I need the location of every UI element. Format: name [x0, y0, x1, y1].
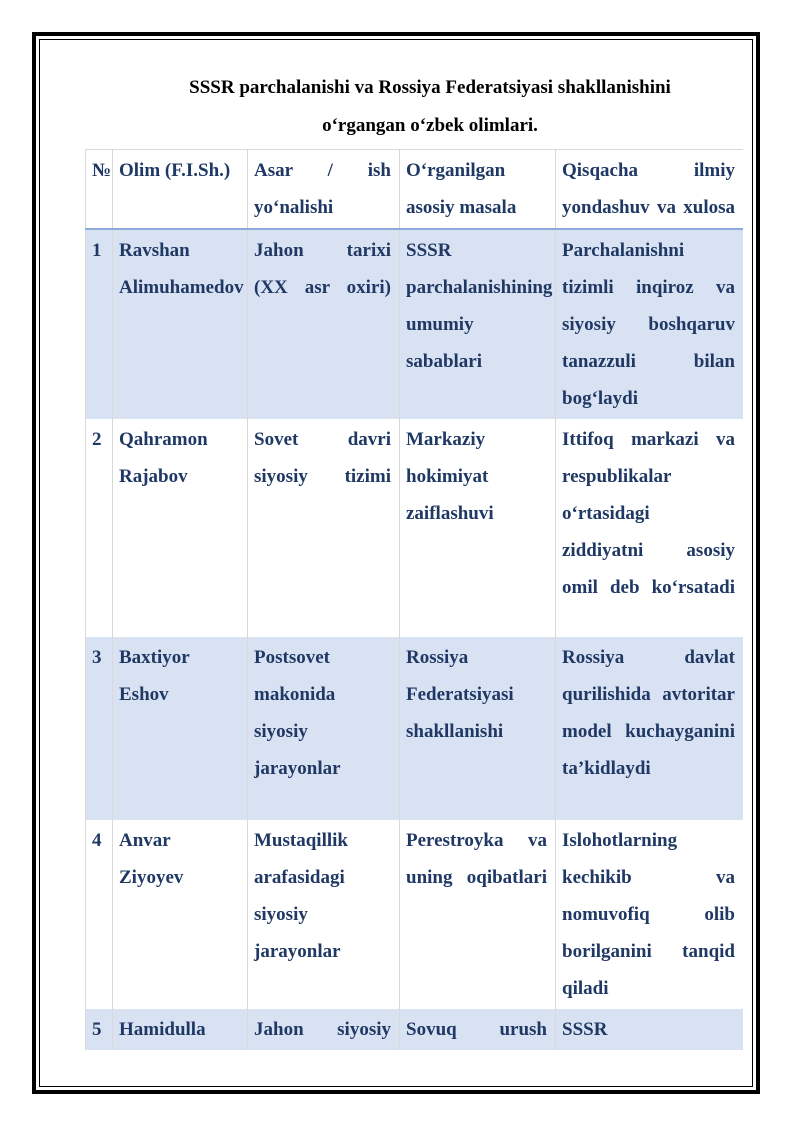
- studied-issue: Rossiya Federatsiyasi shakllanishi: [400, 637, 556, 820]
- approach-conclusion: Ittifoq markazi va respublikalar o‘rtasidagi ziddiyatni asosiy omil deb ko‘rsatadi: [556, 419, 744, 637]
- studied-issue: SSSR parchalanishining umumiy sabablari: [400, 229, 556, 419]
- approach-conclusion: Rossiya davlat qurilishida avtoritar model kuchayganini ta’kidlaydi: [556, 637, 744, 820]
- scholar-name: Baxtiyor Eshov: [113, 637, 248, 820]
- work-direction: Mustaqillik arafasidagi siyosiy jarayonlar: [248, 820, 400, 1009]
- row-number: 2: [86, 419, 113, 637]
- header-work: Asar / ish yo‘nalishi: [248, 150, 400, 230]
- row-number: 5: [86, 1009, 113, 1050]
- table-row: [86, 820, 744, 1009]
- work-direction: Jahon tarixi (XX asr oxiri): [248, 229, 400, 419]
- header-scholar: Olim (F.I.Sh.): [113, 150, 248, 230]
- table-row: [86, 637, 744, 820]
- table-header-row: [86, 150, 744, 230]
- work-direction: Postsovet makonida siyosiy jarayonlar: [248, 637, 400, 820]
- row-number: 1: [86, 229, 113, 419]
- approach-conclusion: SSSR: [556, 1009, 744, 1050]
- scholar-name: Qahramon Rajabov: [113, 419, 248, 637]
- table-row: [86, 229, 744, 419]
- header-conclusion: Qisqacha ilmiy yondashuv va xulosa: [556, 150, 744, 230]
- document-title-line-1: SSSR parchalanishi va Rossiya Federatsiyasi shakllanishini: [189, 77, 671, 98]
- studied-issue: Sovuq urush: [400, 1009, 556, 1050]
- row-number: 4: [86, 820, 113, 1009]
- row-number: 3: [86, 637, 113, 820]
- document-title-line-2: o‘rgangan o‘zbek olimlari.: [322, 115, 538, 136]
- scholar-name: Hamidulla: [113, 1009, 248, 1050]
- studied-issue: Markaziy hokimiyat zaiflashuvi: [400, 419, 556, 637]
- header-number: №: [86, 150, 113, 230]
- scholar-name: Anvar Ziyoyev: [113, 820, 248, 1009]
- scholar-name: Ravshan Alimuhamedov: [113, 229, 248, 419]
- header-issue: O‘rganilgan asosiy masala: [400, 150, 556, 230]
- work-direction: Jahon siyosiy: [248, 1009, 400, 1050]
- scholars-table: [85, 149, 743, 1050]
- table-row: [86, 419, 744, 637]
- table-row: [86, 1009, 744, 1050]
- studied-issue: Perestroyka va uning oqibatlari: [400, 820, 556, 1009]
- approach-conclusion: Islohotlarning kechikib va nomuvofiq olib borilganini tanqid qiladi: [556, 820, 744, 1009]
- work-direction: Sovet davri siyosiy tizimi: [248, 419, 400, 637]
- approach-conclusion: Parchalanishni tizimli inqiroz va siyosiy boshqaruv tanazzuli bilan bog‘laydi: [556, 229, 744, 419]
- scholars-table-container: [85, 149, 743, 1053]
